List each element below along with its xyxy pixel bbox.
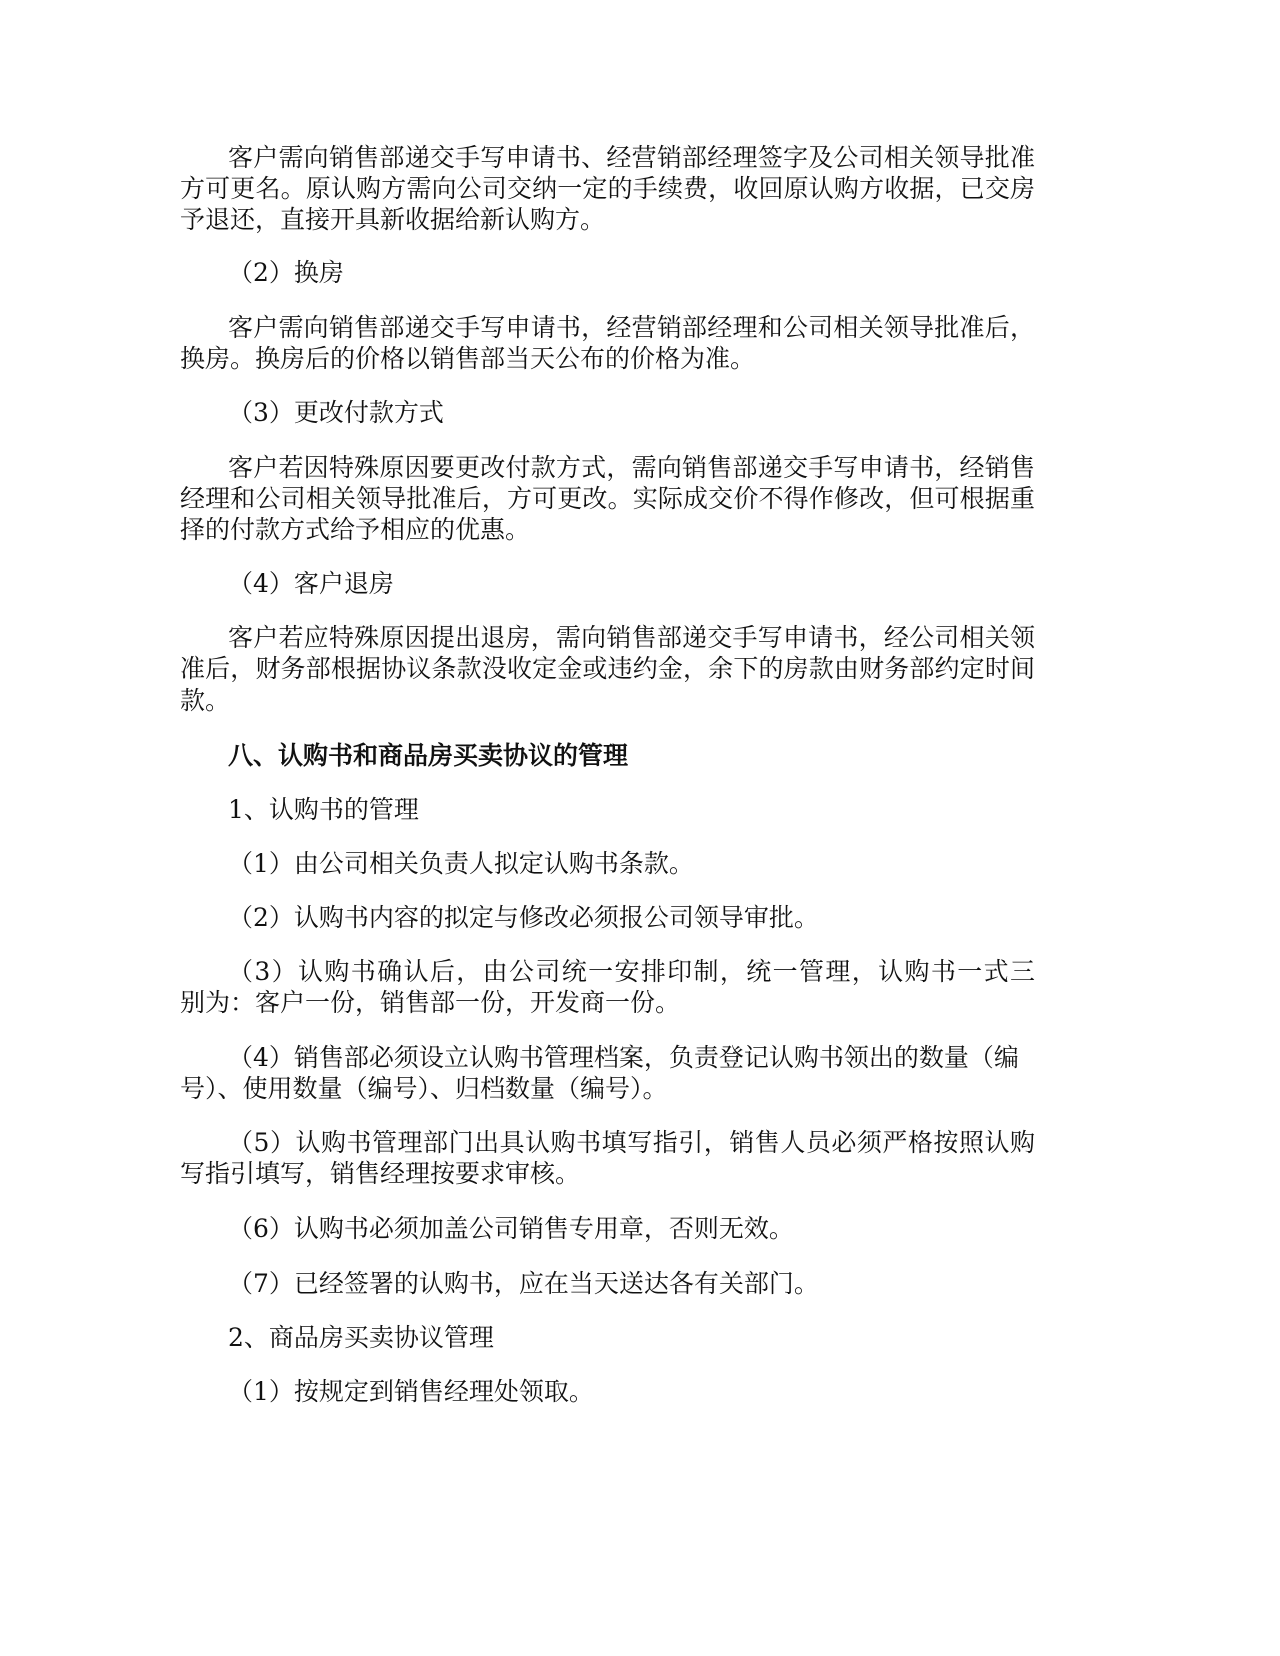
list-item: （6）认购书必须加盖公司销售专用章，否则无效。 [228,1214,794,1243]
text-line: （5）认购书管理部门出具认购书填写指引，销售人员必须严格按照认购 [228,1128,1035,1157]
list-item: （1）按规定到销售经理处领取。 [228,1377,594,1406]
heading-change-payment: （3）更改付款方式 [228,398,444,427]
text-line: 别为：客户一份，销售部一份，开发商一份。 [180,988,681,1017]
text-line: 客户需向销售部递交手写申请书、经营销部经理签字及公司相关领导批准 [228,143,1035,172]
subsection-1-title: 1、认购书的管理 [228,795,419,824]
list-item: （2）认购书内容的拟定与修改必须报公司领导审批。 [228,903,819,932]
text-line: 号）、使用数量（编号）、归档数量（编号）。 [180,1074,668,1103]
list-item: （7）已经签署的认购书，应在当天送达各有关部门。 [228,1269,819,1298]
text-line: 方可更名。原认购方需向公司交纳一定的手续费，收回原认购方收据，已交房 [180,174,1035,203]
text-line: 予退还，直接开具新收据给新认购方。 [180,205,606,234]
text-line: 写指引填写，销售经理按要求审核。 [180,1159,581,1188]
text-line: （4）销售部必须设立认购书管理档案，负责登记认购书领出的数量（编 [228,1043,1019,1072]
subsection-2-title: 2、商品房买卖协议管理 [228,1323,494,1352]
text-line: 款。 [180,686,231,715]
heading-refund: （4）客户退房 [228,569,394,598]
text-line: 择的付款方式给予相应的优惠。 [180,515,531,544]
text-line: 客户需向销售部递交手写申请书，经营销部经理和公司相关领导批准后， [228,313,1035,342]
text-line: 客户若因特殊原因要更改付款方式，需向销售部递交手写申请书，经销售 [228,453,1035,482]
text-line: 客户若应特殊原因提出退房，需向销售部递交手写申请书，经公司相关领 [228,623,1035,652]
text-line: 换房。换房后的价格以销售部当天公布的价格为准。 [180,344,756,373]
text-line: 准后，财务部根据协议条款没收定金或违约金，余下的房款由财务部约定时间 [180,654,1035,683]
text-line: 经理和公司相关领导批准后，方可更改。实际成交价不得作修改，但可根据重 [180,484,1035,513]
text-line: （3）认购书确认后，由公司统一安排印制，统一管理，认购书一式三 [228,957,1035,986]
heading-change-room: （2）换房 [228,258,344,287]
list-item: （1）由公司相关负责人拟定认购书条款。 [228,849,694,878]
section-8-title: 八、认购书和商品房买卖协议的管理 [228,741,629,770]
